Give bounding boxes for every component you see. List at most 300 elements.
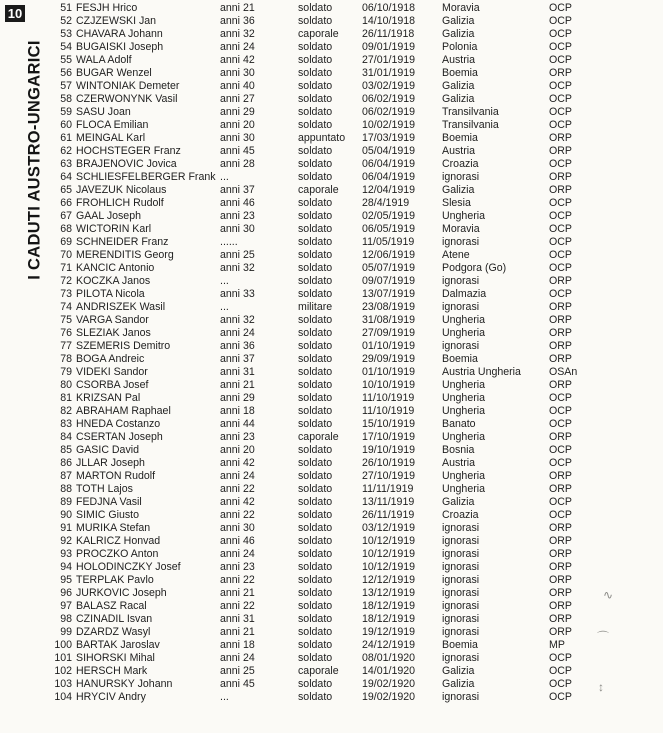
row-rank: caporale [298,665,339,677]
row-code: OCP [549,496,572,508]
row-code: ORP [549,275,572,287]
row-num: 51 [60,2,72,14]
table-row [52,626,622,639]
row-name: HERSCH Mark [76,665,148,677]
row-age: anni 25 [220,665,255,677]
row-name: JLLAR Joseph [76,457,145,469]
row-num: 103 [54,678,72,690]
row-date: 05/07/1919 [362,262,416,274]
row-age: anni 23 [220,210,255,222]
row-age: anni 20 [220,119,255,131]
row-date: 10/12/1919 [362,548,416,560]
row-place: ignorasi [442,613,480,625]
row-code: OCP [549,262,572,274]
table-row [52,496,622,509]
row-code: ORP [549,613,572,625]
row-num: 87 [60,470,72,482]
row-rank: soldato [298,418,333,430]
row-place: ignorasi [442,301,480,313]
table-row [52,639,622,652]
row-rank: soldato [298,691,333,703]
row-code: OCP [549,210,572,222]
row-name: PILOTA Nicola [76,288,145,300]
row-num: 69 [60,236,72,248]
row-age: anni 32 [220,28,255,40]
row-age: anni 27 [220,93,255,105]
table-row [52,691,622,704]
row-code: OCP [549,418,572,430]
table-row [52,314,622,327]
row-place: ignorasi [442,171,480,183]
row-age: anni 28 [220,158,255,170]
row-place: ignorasi [442,587,480,599]
table-row [52,353,622,366]
row-date: 12/04/1919 [362,184,416,196]
row-date: 13/07/1919 [362,288,416,300]
row-age: anni 30 [220,67,255,79]
row-code: OCP [549,93,572,105]
row-date: 12/06/1919 [362,249,416,261]
table-row [52,158,622,171]
row-age: anni 21 [220,626,255,638]
table-row [52,678,622,691]
row-place: Dalmazia [442,288,487,300]
row-name: SASU Joan [76,106,131,118]
row-rank: soldato [298,678,333,690]
row-rank: soldato [298,15,333,27]
row-age: anni 37 [220,184,255,196]
row-age: anni 36 [220,15,255,27]
row-age: ... [220,275,229,287]
row-place: Galizia [442,665,475,677]
row-age: anni 23 [220,431,255,443]
row-name: SIHORSKI Mihal [76,652,155,664]
row-date: 28/4/1919 [362,197,410,209]
row-rank: soldato [298,106,333,118]
row-date: 26/11/1919 [362,509,415,521]
row-date: 12/12/1919 [362,574,416,586]
row-age: anni 30 [220,132,255,144]
table-row [52,288,622,301]
table-row [52,132,622,145]
row-place: Ungheria [442,210,485,222]
row-rank: soldato [298,379,333,391]
row-place: Ungheria [442,314,485,326]
row-code: OSAn [549,366,578,378]
row-rank: soldato [298,2,333,14]
margin-mark: ↕ [598,680,604,694]
table-row [52,665,622,678]
row-name: GASIC David [76,444,139,456]
row-date: 29/09/1919 [362,353,416,365]
table-row [52,184,622,197]
row-place: Boemia [442,67,478,79]
row-date: 02/05/1919 [362,210,416,222]
row-date: 26/10/1919 [362,457,416,469]
row-place: ignorasi [442,600,480,612]
row-name: CZJZEWSKI Jan [76,15,157,27]
row-rank: soldato [298,80,333,92]
row-num: 65 [60,184,72,196]
row-rank: soldato [298,509,333,521]
row-code: OCP [549,457,572,469]
row-date: 01/10/1919 [362,340,416,352]
row-place: Boemia [442,132,478,144]
row-rank: soldato [298,405,333,417]
row-code: OCP [549,158,572,170]
table-row [52,119,622,132]
row-age: anni 24 [220,41,255,53]
row-code: ORP [549,132,572,144]
row-num: 85 [60,444,72,456]
row-num: 72 [60,275,72,287]
row-code: OCP [549,223,572,235]
row-num: 68 [60,223,72,235]
row-place: Galizia [442,678,475,690]
row-code: ORP [549,340,572,352]
row-name: BOGA Andreic [76,353,145,365]
table-row [52,379,622,392]
row-age: anni 45 [220,678,255,690]
row-num: 97 [60,600,72,612]
row-place: Austria Ungheria [442,366,521,378]
row-num: 102 [54,665,72,677]
row-place: Ungheria [442,470,485,482]
row-place: ignorasi [442,652,480,664]
row-place: Ungheria [442,327,485,339]
row-age: anni 32 [220,262,255,274]
row-date: 19/10/1919 [362,444,416,456]
row-age: anni 24 [220,470,255,482]
table-row [52,405,622,418]
table-row [52,28,622,41]
row-code: ORP [549,548,572,560]
row-date: 18/12/1919 [362,613,416,625]
row-code: ORP [549,626,572,638]
row-code: OCP [549,41,572,53]
row-date: 05/04/1919 [362,145,416,157]
row-name: TOTH Lajos [76,483,133,495]
row-rank: soldato [298,54,333,66]
row-num: 91 [60,522,72,534]
row-rank: soldato [298,288,333,300]
row-name: VARGA Sandor [76,314,149,326]
row-date: 24/12/1919 [362,639,416,651]
row-num: 59 [60,106,72,118]
row-name: HOLODINCZKY Josef [76,561,181,573]
row-name: GAAL Joseph [76,210,141,222]
table-row [52,418,622,431]
row-code: ORP [549,600,572,612]
table-row [52,54,622,67]
row-date: 06/04/1919 [362,171,416,183]
row-age: anni 21 [220,587,255,599]
row-name: WINTONIAK Demeter [76,80,180,92]
row-num: 57 [60,80,72,92]
row-rank: soldato [298,93,333,105]
row-num: 52 [60,15,72,27]
row-code: ORP [549,535,572,547]
row-place: ignorasi [442,236,480,248]
row-rank: soldato [298,275,333,287]
row-date: 06/05/1919 [362,223,416,235]
row-date: 11/11/1919 [362,483,414,495]
row-date: 13/11/1919 [362,496,415,508]
row-age: anni 31 [220,366,255,378]
row-rank: soldato [298,457,333,469]
row-age: anni 32 [220,314,255,326]
table-row [52,171,622,184]
row-age: anni 21 [220,379,255,391]
row-num: 78 [60,353,72,365]
row-code: OCP [549,249,572,261]
row-name: BUGAR Wenzel [76,67,152,79]
row-code: OCP [549,236,572,248]
row-rank: soldato [298,548,333,560]
row-age: anni 46 [220,535,255,547]
row-num: 73 [60,288,72,300]
row-age: anni 46 [220,197,255,209]
table-row [52,652,622,665]
row-rank: soldato [298,600,333,612]
row-name: HNEDA Costanzo [76,418,161,430]
table-row [52,431,622,444]
row-rank: caporale [298,184,339,196]
row-date: 10/10/1919 [362,379,416,391]
row-num: 60 [60,119,72,131]
row-place: Slesia [442,197,471,209]
row-place: Ungheria [442,483,485,495]
row-rank: soldato [298,470,333,482]
table-row [52,613,622,626]
row-age: ...... [220,236,238,248]
row-place: ignorasi [442,522,480,534]
row-num: 92 [60,535,72,547]
row-age: ... [220,691,229,703]
row-code: ORP [549,561,572,573]
row-num: 88 [60,483,72,495]
row-place: Banato [442,418,476,430]
table-row [52,548,622,561]
row-num: 55 [60,54,72,66]
row-rank: soldato [298,652,333,664]
row-code: ORP [549,470,572,482]
row-rank: soldato [298,171,333,183]
row-name: WICTORIN Karl [76,223,152,235]
row-name: ABRAHAM Raphael [76,405,171,417]
row-num: 95 [60,574,72,586]
row-name: JURKOVIC Joseph [76,587,167,599]
row-age: anni 22 [220,600,255,612]
row-code: ORP [549,301,572,313]
row-place: ignorasi [442,535,480,547]
row-num: 94 [60,561,72,573]
row-rank: soldato [298,522,333,534]
row-code: ORP [549,145,572,157]
row-date: 19/02/1920 [362,691,416,703]
row-date: 03/02/1919 [362,80,416,92]
row-place: Podgora (Go) [442,262,507,274]
row-age: ... [220,301,229,313]
row-num: 61 [60,132,72,144]
row-num: 76 [60,327,72,339]
row-num: 89 [60,496,72,508]
row-code: OCP [549,509,572,521]
row-place: ignorasi [442,626,480,638]
row-age: anni 44 [220,418,255,430]
row-num: 96 [60,587,72,599]
row-code: OCP [549,392,572,404]
table-row [52,470,622,483]
table-row [52,80,622,93]
row-num: 101 [54,652,72,664]
row-num: 79 [60,366,72,378]
row-num: 82 [60,405,72,417]
row-date: 09/07/1919 [362,275,416,287]
row-place: Galizia [442,93,475,105]
row-num: 81 [60,392,72,404]
row-age: anni 23 [220,561,255,573]
row-code: MP [549,639,565,651]
row-age: anni 24 [220,652,255,664]
row-age: anni 29 [220,106,255,118]
row-age: anni 29 [220,392,255,404]
row-place: Ungheria [442,405,485,417]
row-name: CSERTAN Joseph [76,431,163,443]
row-name: SLEZIAK Janos [76,327,151,339]
row-num: 75 [60,314,72,326]
row-num: 62 [60,145,72,157]
table-row [52,236,622,249]
row-name: KANCIC Antonio [76,262,155,274]
row-rank: soldato [298,145,333,157]
row-place: ignorasi [442,561,480,573]
row-code: ORP [549,587,572,599]
row-date: 09/01/1919 [362,41,416,53]
table-row [52,457,622,470]
row-place: Transilvania [442,119,499,131]
row-name: PROCZKO Anton [76,548,159,560]
row-code: OCP [549,678,572,690]
row-date: 11/05/1919 [362,236,415,248]
row-age: anni 20 [220,444,255,456]
table-row [52,2,622,15]
table-row [52,522,622,535]
row-place: Austria [442,145,475,157]
row-rank: soldato [298,574,333,586]
row-rank: soldato [298,626,333,638]
row-rank: soldato [298,158,333,170]
table-row [52,366,622,379]
row-date: 11/10/1919 [362,392,415,404]
row-age: anni 33 [220,288,255,300]
row-name: BRAJENOVIC Jovica [76,158,177,170]
row-date: 03/12/1919 [362,522,416,534]
row-code: OCP [549,80,572,92]
row-name: SCHNEIDER Franz [76,236,169,248]
row-place: Galizia [442,15,475,27]
row-code: ORP [549,314,572,326]
row-num: 83 [60,418,72,430]
row-code: OCP [549,106,572,118]
row-age: anni 21 [220,2,255,14]
row-code: OCP [549,652,572,664]
row-date: 06/02/1919 [362,93,416,105]
table-row [52,197,622,210]
row-num: 70 [60,249,72,261]
row-name: JAVEZUK Nicolaus [76,184,167,196]
row-place: Croazia [442,509,479,521]
row-rank: soldato [298,483,333,495]
row-age: anni 22 [220,509,255,521]
table-row [52,249,622,262]
row-date: 06/02/1919 [362,106,416,118]
row-date: 17/03/1919 [362,132,416,144]
row-rank: caporale [298,28,339,40]
row-num: 67 [60,210,72,222]
row-name: TERPLAK Pavlo [76,574,154,586]
row-name: FESJH Hrico [76,2,138,14]
row-name: CSORBA Josef [76,379,149,391]
row-rank: soldato [298,561,333,573]
row-age: anni 31 [220,613,255,625]
row-place: Croazia [442,158,479,170]
row-place: Ungheria [442,392,485,404]
row-name: SIMIC Giusto [76,509,139,521]
page-number: 10 [5,5,25,22]
row-rank: soldato [298,613,333,625]
row-place: ignorasi [442,275,480,287]
row-place: Ungheria [442,431,485,443]
row-name: MERENDITIS Georg [76,249,174,261]
row-num: 84 [60,431,72,443]
row-name: KRIZSAN Pal [76,392,141,404]
row-place: Galizia [442,80,475,92]
row-date: 08/01/1920 [362,652,416,664]
row-date: 10/02/1919 [362,119,416,131]
row-code: OCP [549,2,572,14]
row-date: 17/10/1919 [362,431,416,443]
row-place: Boemia [442,353,478,365]
row-num: 64 [60,171,72,183]
table-row [52,275,622,288]
table-row [52,600,622,613]
row-code: ORP [549,171,572,183]
table-row [52,15,622,28]
row-name: CZINADIL Isvan [76,613,153,625]
row-name: MURIKA Stefan [76,522,151,534]
row-place: Galizia [442,496,475,508]
row-code: OCP [549,691,572,703]
row-name: KOCZKA Janos [76,275,151,287]
row-name: WALA Adolf [76,54,132,66]
side-title: I CADUTI AUSTRO-UNGARICI [25,40,44,280]
row-age: ... [220,171,229,183]
row-num: 90 [60,509,72,521]
row-name: ANDRISZEK Wasil [76,301,166,313]
row-code: ORP [549,574,572,586]
row-rank: soldato [298,639,333,651]
row-place: Austria [442,54,475,66]
casualty-list [52,2,622,704]
row-rank: soldato [298,197,333,209]
row-date: 15/10/1919 [362,418,416,430]
row-num: 93 [60,548,72,560]
row-name: FROHLICH Rudolf [76,197,164,209]
table-row [52,106,622,119]
row-name: MEINGAL Karl [76,132,146,144]
row-name: SCHLIESFELBERGER Frank [76,171,216,183]
